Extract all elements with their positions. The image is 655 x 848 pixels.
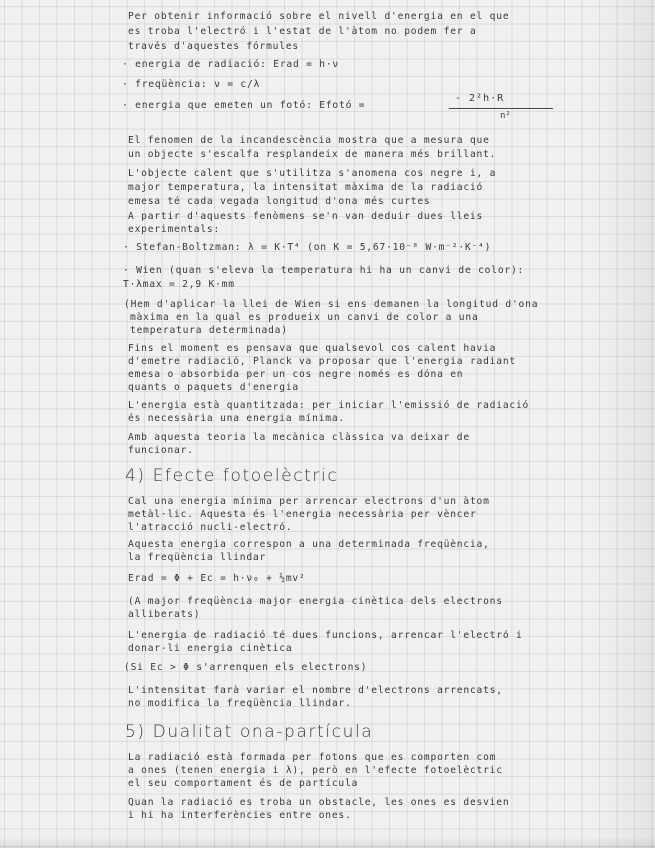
text-line: l'atracció nucli-electró. — [128, 522, 293, 533]
text-line: alliberats) — [128, 609, 201, 620]
text-line: A partir d'aquests fenòmens se'n van deduir dues lleis — [128, 211, 484, 222]
text-line: (Si Ec > Φ s'arrenquen els electrons) — [124, 662, 368, 673]
text-line: quants o paquets d'energia — [128, 382, 299, 393]
text-line: és necessària una energia mínima. — [128, 413, 346, 424]
text-line: L'energia de radiació té dues funcions, arrencar l'electró i — [128, 630, 523, 641]
text-line: i hi ha interferències entre ones. — [128, 810, 352, 821]
text-line: La radiació està formada per fotons que es comporten com — [128, 752, 497, 763]
text-line: Fins el moment es pensava que qualsevol cos calent havia — [128, 343, 497, 354]
text-line: d'emetre radiació, Planck va proposar que l'energia radiant — [128, 356, 516, 367]
formula-numerator: - 2²h·R — [455, 93, 505, 104]
text-line: experimentals: — [128, 224, 221, 235]
text-line: Cal una energia mínima per arrencar electrons d'un àtom — [128, 496, 490, 507]
text-line: la freqüència llindar — [128, 552, 267, 563]
text-line: funcionar. — [128, 445, 194, 456]
law-line: T·λmax = 2,9 K·mm — [123, 279, 235, 290]
formula-line: · energia de radiació: Erad = h·ν — [122, 59, 340, 70]
formula-denominator: n² — [500, 111, 511, 121]
text-line: Amb aquesta teoria la mecànica clàssica va deixar de — [128, 432, 470, 443]
text-line: través d'aquestes fórmules — [128, 41, 299, 52]
page-bottom-shadow — [0, 836, 655, 848]
text-line: L'objecte calent que s'utilitza s'anomena cos negre i, a — [128, 168, 497, 179]
text-line: no modifica la freqüència llindar. — [128, 698, 352, 709]
text-line: (Hem d'aplicar la llei de Wien si ens demanen la longitud d'ona — [124, 299, 539, 310]
text-line: temperatura determinada) — [130, 325, 288, 336]
text-line: (A major freqüència major energia cinètica dels electrons — [128, 596, 503, 607]
text-line: Quan la radiació es troba un obstacle, les ones es desvien — [128, 797, 510, 808]
text-line: Aquesta energia correspon a una determinada freqüència, — [128, 539, 490, 550]
text-line: metàl·lic. Aquesta és l'energia necessària per vèncer — [128, 509, 477, 520]
law-line: · Stefan-Boltzman: λ = K·T⁴ (on K = 5,67·10⁻⁸ W·m⁻²·K⁻⁴) — [123, 242, 492, 253]
text-line: a ones (tenen energia i λ), però en l'efecte fotoelèctric — [128, 765, 503, 776]
text-line: donar-li energia cinètica — [128, 643, 293, 654]
text-line: un objecte s'escalfa resplandeix de manera més brillant. — [128, 149, 497, 160]
text-line: màxima en la qual es produeix un canvi de color a una — [130, 312, 479, 323]
law-line: · Wien (quan s'eleva la temperatura hi ha un canvi de color): — [123, 265, 525, 276]
formula-line: · freqüència: ν = c/λ — [122, 79, 261, 90]
text-line: emesa o absorbida per un cos negre només es dóna en — [128, 369, 464, 380]
page-edge-shadow — [595, 0, 655, 848]
formula-line: · energia que emeten un fotó: Efotó = — [122, 100, 366, 111]
section-heading: 5) Dualitat ona-partícula — [125, 722, 374, 742]
text-line: el seu comportament és de partícula — [128, 778, 359, 789]
text-line: L'intensitat farà variar el nombre d'electrons arrencats, — [128, 685, 503, 696]
text-line: L'energia està quantitzada: per iniciar l'emissió de radiació — [128, 400, 530, 411]
text-line: major temperatura, la intensitat màxima de la radiació — [128, 182, 484, 193]
section-heading: 4) Efecte fotoelèctric — [125, 466, 339, 486]
text-line: emesa té cada vegada longitud d'ona més curtes — [128, 196, 431, 207]
fraction-bar — [449, 108, 553, 109]
text-line: El fenomen de la incandescència mostra que a mesura que — [128, 135, 490, 146]
formula-line: Erad = Φ + Ec = h·ν₀ + ½mv² — [128, 573, 306, 584]
text-line: Per obtenir informació sobre el nivell d'energia en el que — [128, 11, 510, 22]
text-line: es troba l'electró i l'estat de l'àtom no podem fer a — [128, 26, 477, 37]
